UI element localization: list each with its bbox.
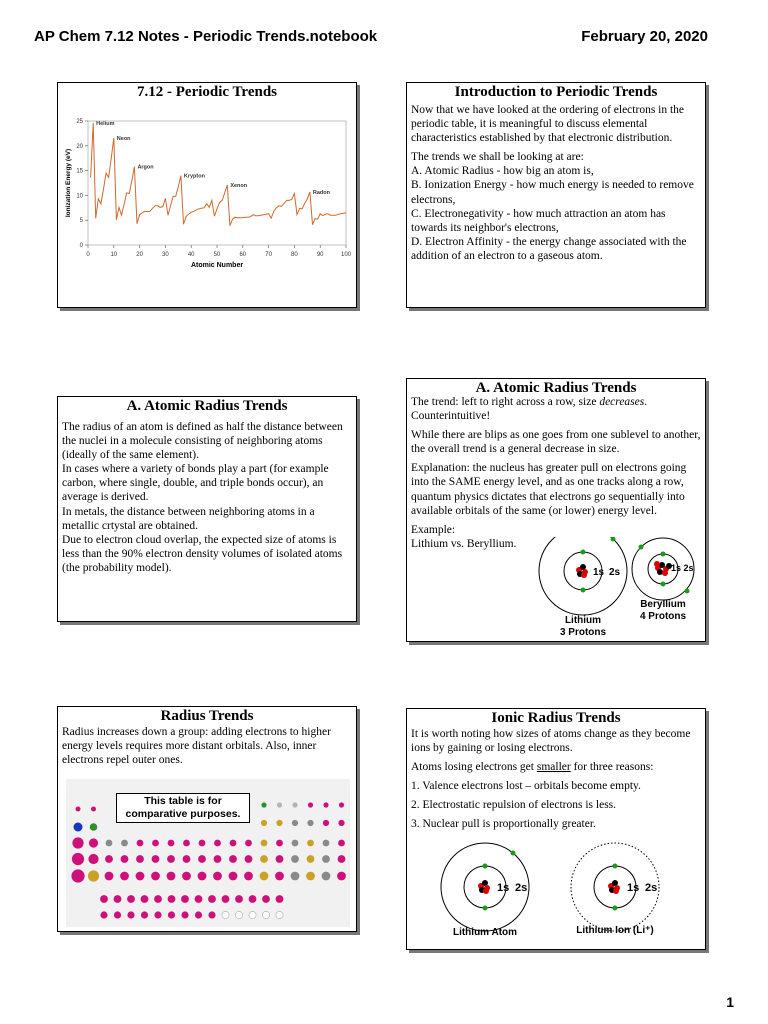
element-sphere xyxy=(261,840,268,847)
trend-item: C. Electronegativity - how much attraction an atom has towards its neighbor's electrons, xyxy=(411,207,666,234)
y-axis-label: Ionization Energy (eV) xyxy=(65,148,72,218)
element-sphere xyxy=(195,911,202,918)
proton-count: 4 Protons xyxy=(639,611,687,622)
element-sphere xyxy=(88,854,98,864)
element-sphere xyxy=(307,820,313,826)
slide-introduction[interactable] xyxy=(406,82,706,308)
element-sphere xyxy=(260,872,269,881)
element-sphere xyxy=(213,872,222,881)
atom-name: Beryllium xyxy=(640,599,686,610)
element-sphere xyxy=(244,872,253,881)
x-tick-label: 100 xyxy=(340,252,352,258)
element-sphere xyxy=(262,911,269,918)
x-axis-label: Atomic Number xyxy=(190,262,244,269)
trend-item: A. Atomic Radius - how big an atom is, xyxy=(411,165,594,178)
element-sphere xyxy=(308,802,313,807)
reason-item: 2. Electrostatic repulsion of electrons is less. xyxy=(411,799,617,812)
element-sphere xyxy=(276,895,284,903)
element-sphere xyxy=(276,820,282,826)
element-sphere xyxy=(127,911,134,918)
element-sphere xyxy=(105,855,113,863)
element-sphere xyxy=(230,840,237,847)
element-sphere xyxy=(306,872,315,881)
x-tick-label: 0 xyxy=(86,252,90,258)
lithium-atom xyxy=(539,537,627,637)
trends-intro: The trends we shall be looking at are: xyxy=(411,151,584,164)
text-line: In metals, the distance between neighboring atoms in a metallic crtystal are obtained. xyxy=(62,505,315,532)
element-sphere xyxy=(89,838,98,847)
element-annotation: Helium xyxy=(96,120,115,127)
element-sphere xyxy=(262,895,270,903)
x-tick-label: 80 xyxy=(291,252,298,258)
element-sphere xyxy=(307,840,314,847)
element-sphere xyxy=(71,869,84,882)
element-sphere xyxy=(136,872,145,881)
element-sphere xyxy=(292,840,299,847)
atom-name: Lithium xyxy=(564,615,602,626)
element-sphere xyxy=(168,911,175,918)
example-text: Lithium vs. Beryllium. xyxy=(411,537,517,550)
element-sphere xyxy=(229,872,238,881)
example-label: Example: xyxy=(411,523,456,536)
element-sphere xyxy=(291,855,299,863)
element-sphere xyxy=(121,855,129,863)
element-sphere xyxy=(91,807,96,812)
reason-item: 3. Nuclear pull is proportionally greater. xyxy=(411,818,596,831)
ionization-energy-chart xyxy=(62,113,354,283)
lithium-ion-diagram xyxy=(417,841,697,951)
notebook-date: February 20, 2020 xyxy=(581,28,708,45)
element-sphere xyxy=(229,855,237,863)
element-sphere xyxy=(275,872,284,881)
element-sphere xyxy=(168,840,175,847)
orbital-label: 2s xyxy=(515,882,528,894)
element-sphere xyxy=(222,911,229,918)
element-annotation: Radon xyxy=(312,189,331,196)
element-sphere xyxy=(322,872,331,881)
element-sphere xyxy=(141,911,148,918)
element-sphere xyxy=(292,802,297,807)
y-tick-label: 0 xyxy=(79,243,83,249)
element-sphere xyxy=(235,911,242,918)
element-sphere xyxy=(72,837,83,848)
radius-table-image xyxy=(66,779,350,927)
element-sphere xyxy=(151,872,160,881)
element-sphere xyxy=(181,895,189,903)
element-sphere xyxy=(136,855,144,863)
lithium-beryllium-diagram xyxy=(527,537,707,637)
radius-paragraph: Radius increases down a group: adding electrons to higher energy levels requires more distant orbitals. Also, inner electrons repel outer ones. xyxy=(62,726,331,767)
slide-title: Ionic Radius Trends xyxy=(491,710,621,726)
element-sphere xyxy=(90,823,98,831)
page-number: 1 xyxy=(726,994,734,1010)
element-sphere xyxy=(337,872,346,881)
element-sphere xyxy=(72,853,84,865)
smaller-statement: Atoms losing electrons get smaller for three reasons: xyxy=(411,761,654,774)
element-sphere xyxy=(152,840,159,847)
element-sphere xyxy=(181,911,188,918)
beryllium-atom xyxy=(632,538,694,622)
element-sphere xyxy=(260,855,268,863)
element-sphere xyxy=(105,872,114,881)
element-sphere xyxy=(322,855,330,863)
x-tick-label: 30 xyxy=(162,252,169,258)
element-sphere xyxy=(141,895,149,903)
element-sphere xyxy=(214,855,222,863)
element-sphere xyxy=(137,840,144,847)
element-sphere xyxy=(88,870,99,881)
element-sphere xyxy=(276,911,283,918)
element-sphere xyxy=(323,820,329,826)
x-tick-label: 70 xyxy=(265,252,272,258)
trend-statement: The trend: left to right across a row, size decreases. Counterintuitive! xyxy=(411,396,648,423)
element-sphere xyxy=(199,840,206,847)
element-sphere xyxy=(338,820,344,826)
element-sphere xyxy=(208,895,216,903)
atom-caption: Lithium Atom xyxy=(452,927,518,938)
element-sphere xyxy=(276,840,283,847)
element-sphere xyxy=(277,802,282,807)
y-tick-label: 5 xyxy=(79,218,83,225)
element-annotation: Xenon xyxy=(230,182,248,189)
element-sphere xyxy=(339,802,344,807)
element-sphere xyxy=(152,855,160,863)
element-sphere xyxy=(154,895,162,903)
explanation-paragraph: Explanation: the nucleus has greater pull on electrons going into the SAME energy level, and as one tracks along a row, quantum physics dictates that electrons go sequentially into available orbitals of the same (or lower) energy level. xyxy=(411,462,687,517)
element-sphere xyxy=(154,911,161,918)
y-tick-label: 25 xyxy=(76,119,83,125)
slide-periodic-trends[interactable] xyxy=(57,82,357,308)
x-tick-label: 50 xyxy=(213,252,221,258)
notebook-title: AP Chem 7.12 Notes - Periodic Trends.notebook xyxy=(34,28,378,45)
proton-count: 3 Protons xyxy=(559,627,607,637)
orbital-label: 2s xyxy=(645,882,658,894)
element-sphere xyxy=(195,895,203,903)
element-sphere xyxy=(198,855,206,863)
text-line: Due to electron cloud overlap, the expected size of atoms is less than the 90% electron density volumes of isolated atoms (the probability model). xyxy=(62,533,343,574)
radius-table-graphic xyxy=(66,779,350,927)
slide-title: 7.12 - Periodic Trends xyxy=(137,84,277,100)
slide-title: A. Atomic Radius Trends xyxy=(126,398,288,414)
element-sphere xyxy=(261,802,266,807)
orbital-label: 1s 2s xyxy=(671,563,694,573)
element-sphere xyxy=(208,911,215,918)
reason-item: 1. Valence electrons lost – orbitals become empty. xyxy=(411,780,641,793)
element-sphere xyxy=(249,895,257,903)
blips-paragraph: While there are blips as one goes from one sublevel to another, the overall trend is a general decrease in size. xyxy=(411,429,701,456)
element-sphere xyxy=(323,802,328,807)
element-sphere xyxy=(167,855,175,863)
y-tick-label: 15 xyxy=(76,168,83,175)
slide-atomic-radius-trend[interactable] xyxy=(406,378,706,642)
element-sphere xyxy=(121,840,128,847)
element-sphere xyxy=(276,855,284,863)
element-annotation: Argon xyxy=(137,164,154,171)
element-sphere xyxy=(338,855,346,863)
ion-paragraph: It is worth noting how sizes of atoms change as they become ions by gaining or losing electrons. xyxy=(411,728,691,755)
x-tick-label: 40 xyxy=(187,252,195,258)
slide-title: Introduction to Periodic Trends xyxy=(454,84,658,100)
element-sphere xyxy=(235,895,243,903)
element-annotation: Krypton xyxy=(183,173,205,180)
y-tick-label: 10 xyxy=(76,193,83,200)
orbital-label: 1s xyxy=(497,882,510,894)
element-sphere xyxy=(114,911,121,918)
trend-item: B. Ionization Energy - how much energy is needed to remove electrons, xyxy=(411,179,694,206)
slide-ionic-radius-trends[interactable] xyxy=(406,708,706,950)
element-sphere xyxy=(100,911,107,918)
element-sphere xyxy=(323,840,330,847)
x-tick-label: 20 xyxy=(136,252,143,258)
lithium-ion xyxy=(571,843,659,936)
slide-title: Radius Trends xyxy=(160,708,254,724)
element-sphere xyxy=(292,820,298,826)
element-sphere xyxy=(182,872,191,881)
element-sphere xyxy=(106,840,113,847)
x-tick-label: 60 xyxy=(239,252,247,258)
element-sphere xyxy=(261,820,267,826)
element-sphere xyxy=(198,872,207,881)
element-sphere xyxy=(183,855,191,863)
element-sphere xyxy=(74,823,83,832)
slide-radius-trends[interactable] xyxy=(57,706,357,932)
element-sphere xyxy=(307,855,315,863)
element-sphere xyxy=(114,895,122,903)
element-sphere xyxy=(338,840,345,847)
x-tick-label: 10 xyxy=(110,252,118,258)
element-sphere xyxy=(127,895,135,903)
element-sphere xyxy=(245,840,252,847)
ion-caption: Lithium Ion (Li⁺) xyxy=(576,925,654,936)
element-sphere xyxy=(245,855,253,863)
x-tick-label: 90 xyxy=(316,252,324,258)
orbital-label: 1s xyxy=(593,567,605,578)
orbital-label: 2s xyxy=(609,567,621,578)
intro-paragraph: Now that we have looked at the ordering of electrons in the periodic table, it is meaningful to discuss elemental characteristics established by that electronic distribution. xyxy=(411,104,685,145)
element-annotation: Neon xyxy=(116,135,131,142)
element-sphere xyxy=(249,911,256,918)
element-sphere xyxy=(291,872,300,881)
element-sphere xyxy=(120,872,129,881)
slide-title: A. Atomic Radius Trends xyxy=(475,380,637,396)
y-tick-label: 20 xyxy=(76,143,83,150)
orbital-label: 1s xyxy=(627,882,640,894)
text-line: The radius of an atom is defined as half the distance between the nuclei in a molecule consisting of neighboring atoms (ideally of the same element). xyxy=(62,421,343,462)
lithium-atom xyxy=(441,843,529,938)
comparative-callout: This table is for comparative purposes. xyxy=(116,793,250,823)
element-sphere xyxy=(168,895,176,903)
element-sphere xyxy=(214,840,221,847)
slide-atomic-radius-definition[interactable] xyxy=(57,396,357,622)
element-sphere xyxy=(167,872,176,881)
element-sphere xyxy=(100,895,108,903)
element-sphere xyxy=(183,840,190,847)
element-sphere xyxy=(76,807,81,812)
element-sphere xyxy=(222,895,230,903)
text-line: In cases where a variety of bonds play a part (for example carbon, where single, double, and triple bonds occur), an average is derived. xyxy=(62,463,329,504)
trend-item: D. Electron Affinity - the energy change associated with the addition of an electron to a gaseous atom. xyxy=(411,235,687,262)
